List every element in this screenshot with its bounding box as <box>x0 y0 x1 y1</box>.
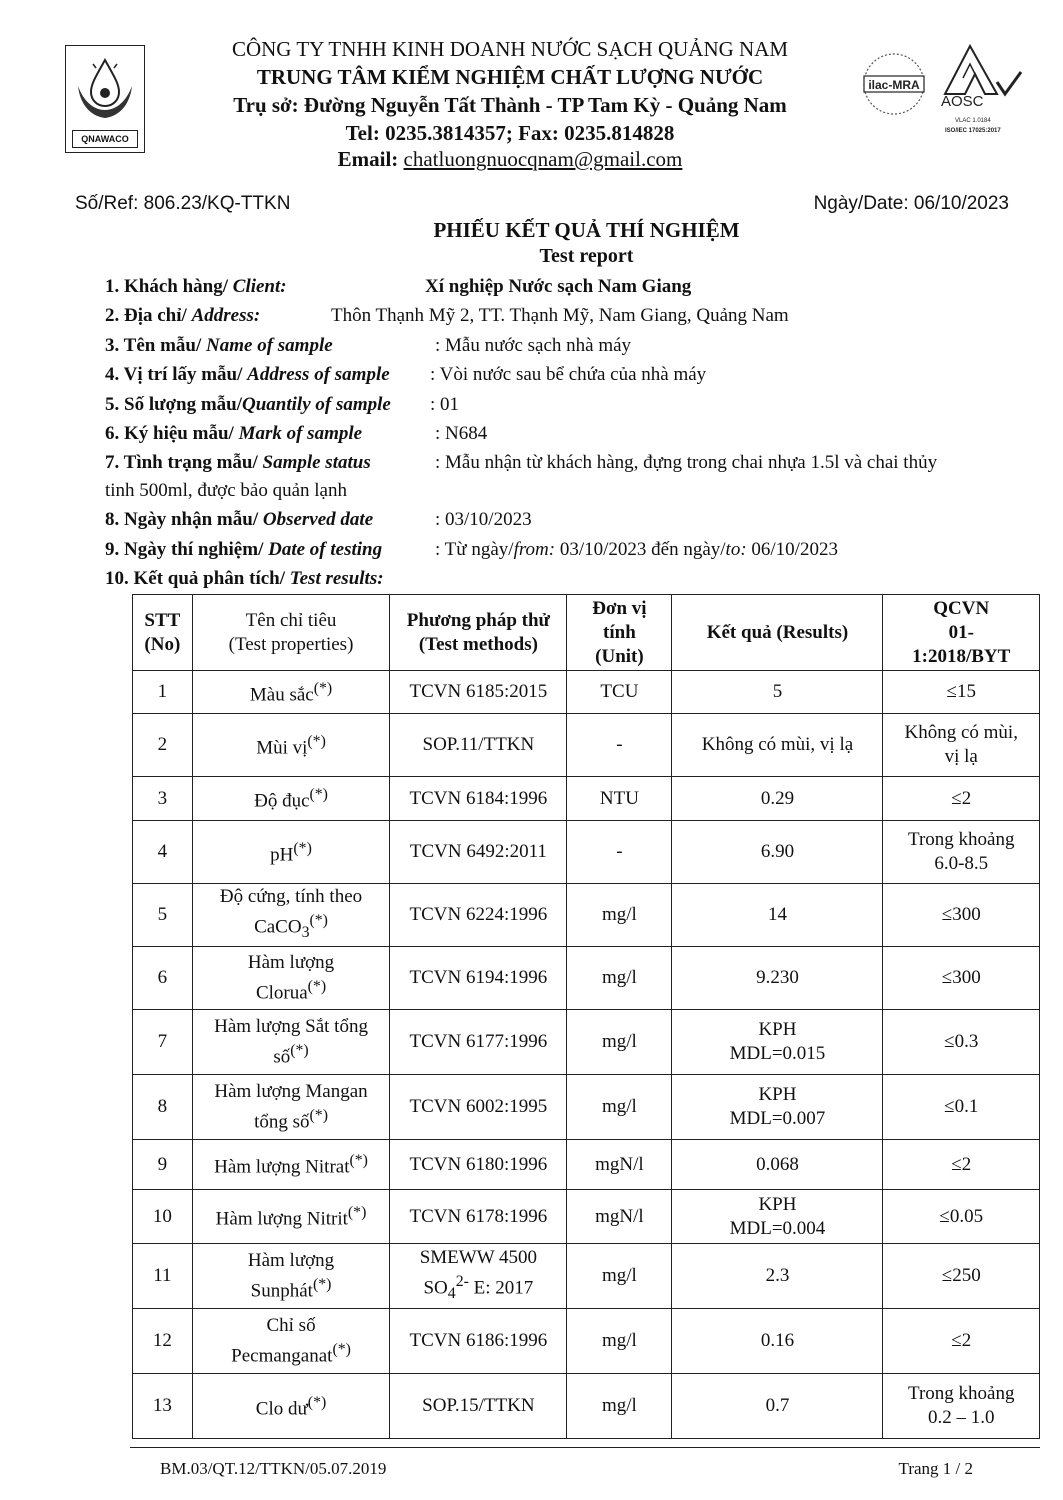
cell-standard: ≤0.05 <box>883 1190 1040 1244</box>
reference-number: Số/Ref: 806.23/KQ-TTKN <box>75 193 291 214</box>
cell-standard: ≤300 <box>883 884 1040 947</box>
page-number: Trang 1 / 2 <box>898 1459 973 1478</box>
cell-method: TCVN 6185:2015 <box>390 671 567 714</box>
cell-standard: ≤0.1 <box>883 1075 1040 1140</box>
cell-unit: mg/l <box>567 1309 672 1374</box>
info-test-results <box>105 568 384 590</box>
logo-label: QNAWACO <box>72 130 138 148</box>
cell-method: SMEWW 4500 $SO_4^{2-}$ E: 2017 <box>390 1244 567 1309</box>
cell-unit: mg/l <box>567 1374 672 1439</box>
cell-unit: mg/l <box>567 947 672 1010</box>
cell-no: 2 <box>133 714 193 777</box>
testing-date-value: : Từ ngày/from: 03/10/2023 đến ngày/to: 06/10/2023 <box>435 539 838 560</box>
cell-property: Hàm lượng Clorua(*) <box>192 947 390 1010</box>
info-sample-status <box>105 452 938 474</box>
test-results-label: 10. Kết quả phân tích/ Test results: <box>105 568 384 589</box>
water-drop-hands-icon <box>66 46 144 130</box>
email-link[interactable]: chatluongnuocqnam@gmail.com <box>403 147 683 171</box>
table-row <box>133 1075 1040 1140</box>
sample-mark-value: : N684 <box>435 423 488 444</box>
sample-name-value: : Mẫu nước sạch nhà máy <box>435 335 632 356</box>
cell-unit: NTU <box>567 777 672 821</box>
cell-unit: mgN/l <box>567 1190 672 1244</box>
sample-status-value: : Mẫu nhận từ khách hàng, đựng trong chai nhựa 1.5l và chai thủy <box>435 452 938 473</box>
cell-no: 4 <box>133 821 193 884</box>
results-table <box>132 594 1040 1439</box>
table-row <box>133 714 1040 777</box>
cell-no: 13 <box>133 1374 193 1439</box>
cell-property: Hàm lượng Nitrat(*) <box>192 1140 390 1190</box>
cell-method: TCVN 6184:1996 <box>390 777 567 821</box>
cell-method: SOP.15/TTKN <box>390 1374 567 1439</box>
iso-text: ISO/IEC 17025:2017 <box>945 128 1001 134</box>
cell-result: 14 <box>672 884 883 947</box>
sample-status-continued: tinh 500ml, được bảo quản lạnh <box>105 480 347 501</box>
cell-no: 1 <box>133 671 193 714</box>
form-code: BM.03/QT.12/TTKN/05.07.2019 <box>160 1459 387 1478</box>
cell-property: Chỉ số Pecmanganat(*) <box>192 1309 390 1374</box>
cell-standard: Không có mùi, vị lạ <box>883 714 1040 777</box>
cell-unit: - <box>567 714 672 777</box>
aosc-text: AOSC <box>941 93 984 110</box>
table-row <box>133 1190 1040 1244</box>
table-row <box>133 777 1040 821</box>
footer-divider <box>130 1447 1040 1448</box>
cell-result: 2.3 <box>672 1244 883 1309</box>
cell-result: 0.068 <box>672 1140 883 1190</box>
cell-result: 0.16 <box>672 1309 883 1374</box>
cell-unit: - <box>567 821 672 884</box>
cell-method: TCVN 6177:1996 <box>390 1010 567 1075</box>
info-sample-location <box>105 364 707 386</box>
cell-property: Hàm lượng Sắt tổng số(*) <box>192 1010 390 1075</box>
col-header-results: Kết quả (Results) <box>672 595 883 671</box>
cell-no: 7 <box>133 1010 193 1075</box>
cell-result: KPH MDL=0.004 <box>672 1190 883 1244</box>
table-row <box>133 1140 1040 1190</box>
cell-no: 12 <box>133 1309 193 1374</box>
sample-mark-label: 6. Ký hiệu mẫu/ Mark of sample <box>105 423 363 444</box>
cell-standard: ≤2 <box>883 1140 1040 1190</box>
cell-method: SOP.11/TTKN <box>390 714 567 777</box>
head-office-address: Trụ sở: Đường Nguyễn Tất Thành - TP Tam Kỳ - Quảng Nam <box>233 93 787 117</box>
sample-location-label: 4. Vị trí lấy mẫu/ Address of sample <box>105 364 390 385</box>
aosc-logo <box>935 42 1025 137</box>
table-row <box>133 1010 1040 1075</box>
sample-location-value: : Vòi nước sau bể chứa của nhà máy <box>430 364 707 385</box>
cell-standard: ≤0.3 <box>883 1010 1040 1075</box>
table-row <box>133 821 1040 884</box>
report-title: PHIẾU KẾT QUẢ THÍ NGHIỆM <box>433 218 740 242</box>
cell-standard: Trong khoảng 0.2 – 1.0 <box>883 1374 1040 1439</box>
cell-method: TCVN 6224:1996 <box>390 884 567 947</box>
cell-unit: TCU <box>567 671 672 714</box>
cell-result: 6.90 <box>672 821 883 884</box>
cell-property: Độ đục(*) <box>192 777 390 821</box>
info-address <box>105 305 789 327</box>
cell-unit: mg/l <box>567 1075 672 1140</box>
info-sample-name <box>105 335 632 357</box>
phone-fax: Tel: 0235.3814357; Fax: 0235.814828 <box>345 121 675 145</box>
table-row <box>133 884 1040 947</box>
vlac-text: VLAC 1.0184 <box>955 118 991 124</box>
info-testing-date <box>105 539 838 561</box>
ilac-text: ilac-MRA <box>868 78 920 92</box>
cell-method: TCVN 6178:1996 <box>390 1190 567 1244</box>
report-title-en: Test report <box>539 245 634 267</box>
cell-no: 5 <box>133 884 193 947</box>
address-label: 2. Địa chỉ/ Address: <box>105 305 261 326</box>
cell-property: Độ cứng, tính theo CaCO$_3$(*) <box>192 884 390 947</box>
cell-no: 3 <box>133 777 193 821</box>
email-line <box>150 147 870 172</box>
observed-date-label: 8. Ngày nhận mẫu/ Observed date <box>105 509 374 530</box>
table-row <box>133 1374 1040 1439</box>
col-header-standard: QCVN 01- 1:2018/BYT <box>883 595 1040 671</box>
company-name: CÔNG TY TNHH KINH DOANH NƯỚC SẠCH QUẢNG NAM <box>231 37 789 61</box>
testing-date-label: 9. Ngày thí nghiệm/ Date of testing <box>105 539 383 560</box>
cell-method: TCVN 6194:1996 <box>390 947 567 1010</box>
table-row <box>133 671 1040 714</box>
ilac-mra-logo <box>858 48 930 123</box>
qnawaco-logo <box>65 45 145 153</box>
table-row <box>133 1309 1040 1374</box>
cell-property: pH(*) <box>192 821 390 884</box>
cell-property: Hàm lượng Mangan tổng số(*) <box>192 1075 390 1140</box>
cell-result: Không có mùi, vị lạ <box>672 714 883 777</box>
cell-method: TCVN 6186:1996 <box>390 1309 567 1374</box>
cell-standard: Trong khoảng 6.0-8.5 <box>883 821 1040 884</box>
cell-result: 0.7 <box>672 1374 883 1439</box>
address-value: Thôn Thạnh Mỹ 2, TT. Thạnh Mỹ, Nam Giang, Quảng Nam <box>331 305 789 326</box>
col-header-unit: Đơn vị tính (Unit) <box>567 595 672 671</box>
cell-result: KPH MDL=0.007 <box>672 1075 883 1140</box>
ilac-mra-icon <box>858 48 930 123</box>
col-header-properties: Tên chỉ tiêu (Test properties) <box>192 595 390 671</box>
info-sample-mark <box>105 423 488 445</box>
col-header-methods: Phương pháp thử (Test methods) <box>390 595 567 671</box>
cell-property: Hàm lượng Sunphát(*) <box>192 1244 390 1309</box>
info-client <box>105 276 692 298</box>
col-header-no: STT (No) <box>133 595 193 671</box>
cell-standard: ≤2 <box>883 777 1040 821</box>
email-label: Email: <box>337 147 404 171</box>
cell-unit: mg/l <box>567 1010 672 1075</box>
observed-date-value: : 03/10/2023 <box>435 509 532 530</box>
cell-standard: ≤2 <box>883 1309 1040 1374</box>
cell-property: Màu sắc(*) <box>192 671 390 714</box>
client-value: Xí nghiệp Nước sạch Nam Giang <box>425 276 692 297</box>
cell-standard: ≤15 <box>883 671 1040 714</box>
table-row <box>133 947 1040 1010</box>
cell-no: 8 <box>133 1075 193 1140</box>
cell-property: Clo dư(*) <box>192 1374 390 1439</box>
center-name: TRUNG TÂM KIỂM NGHIỆM CHẤT LƯỢNG NƯỚC <box>256 65 764 89</box>
sample-quantity-label: 5. Số lượng mẫu/Quantily of sample <box>105 394 391 415</box>
sample-name-label: 3. Tên mẫu/ Name of sample <box>105 335 333 356</box>
cell-no: 6 <box>133 947 193 1010</box>
cell-unit: mg/l <box>567 1244 672 1309</box>
cell-method: TCVN 6002:1995 <box>390 1075 567 1140</box>
cell-method: TCVN 6492:2011 <box>390 821 567 884</box>
table-header-row <box>133 595 1040 671</box>
report-date: Ngày/Date: 06/10/2023 <box>813 193 1009 214</box>
sample-status-label: 7. Tình trạng mẫu/ Sample status <box>105 452 371 473</box>
info-observed-date <box>105 509 532 531</box>
cell-standard: ≤250 <box>883 1244 1040 1309</box>
cell-no: 9 <box>133 1140 193 1190</box>
info-sample-quantity <box>105 394 460 416</box>
cell-property: Mùi vị(*) <box>192 714 390 777</box>
aosc-triangle-icon <box>935 42 1025 137</box>
cell-result: 9.230 <box>672 947 883 1010</box>
cell-method: TCVN 6180:1996 <box>390 1140 567 1190</box>
cell-unit: mgN/l <box>567 1140 672 1190</box>
cell-unit: mg/l <box>567 884 672 947</box>
cell-result: KPH MDL=0.015 <box>672 1010 883 1075</box>
cell-result: 0.29 <box>672 777 883 821</box>
client-label: 1. Khách hàng/ Client: <box>105 276 287 297</box>
cell-result: 5 <box>672 671 883 714</box>
cell-no: 10 <box>133 1190 193 1244</box>
cell-no: 11 <box>133 1244 193 1309</box>
table-row <box>133 1244 1040 1309</box>
cell-property: Hàm lượng Nitrit(*) <box>192 1190 390 1244</box>
sample-quantity-value: : 01 <box>430 394 460 415</box>
cell-standard: ≤300 <box>883 947 1040 1010</box>
